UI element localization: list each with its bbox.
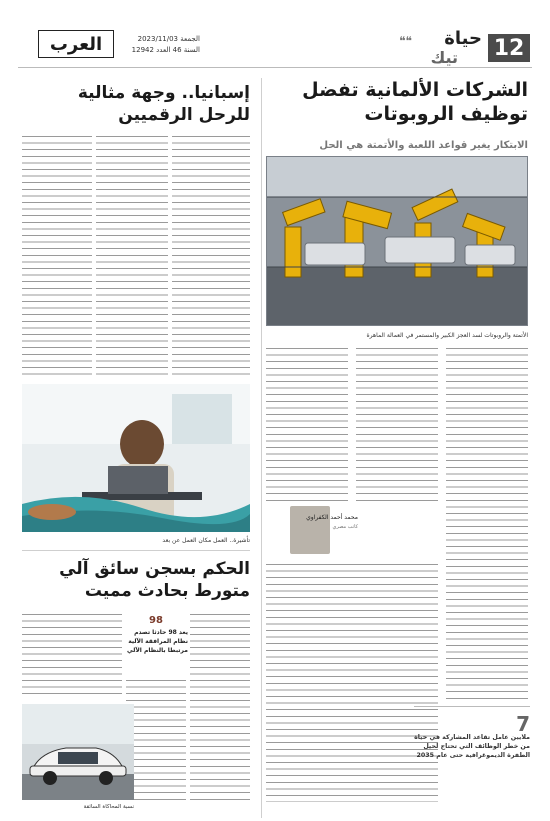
- issue-date: الجمعة 2023/11/03: [137, 35, 200, 43]
- author-name: محمد أحمد الكفراوي: [306, 514, 358, 521]
- newspaper-logo: العرب: [38, 30, 114, 58]
- chat-bubble-icon: ❝❝: [399, 34, 412, 48]
- robots-photo-caption: الأتمتة والروبوتات لسد العجز الكبير والمستمر في العمالة الماهرة: [366, 332, 528, 339]
- header-divider: [18, 67, 532, 68]
- robots-subheadline: الابتكار يغير قواعد اللعبة والأتمتة هي الحل: [319, 140, 528, 151]
- spain-body-column: [22, 134, 92, 378]
- issue-number: السنة 46 العدد 12942: [131, 46, 200, 54]
- car-photo-caption: نسبة المحاكاة السائقة: [83, 804, 134, 810]
- issue-info: [120, 34, 200, 56]
- section-divider: [22, 550, 250, 551]
- page-number: 12: [488, 34, 530, 62]
- column-divider: [261, 78, 262, 818]
- robots-body-column: [446, 346, 528, 702]
- robots-body-column: [356, 346, 438, 506]
- spain-body-column: [96, 134, 168, 378]
- sentence-body-column: [190, 612, 250, 802]
- remote-worker-photo: [22, 384, 250, 532]
- sentence-body-column: [22, 612, 122, 700]
- spain-body-column: [172, 134, 250, 378]
- sentence-headline: الحكم بسجن سائق آلي متورط بحادث مميت: [59, 559, 250, 601]
- pull-quote-text: ملايين عامل تقاعد المشاركة في حياة من خطر الوظائف التي تحتاج لحيل الطفرة الديموغرافية حتى عام 2035: [414, 734, 530, 759]
- robots-headline: الشركات الألمانية تفضل توظيف الروبوتات: [302, 79, 528, 125]
- factory-robots-photo: [266, 156, 528, 326]
- author-role: كاتب مصري: [332, 524, 358, 530]
- pull-quote-divider: [414, 706, 530, 707]
- pull-quote-number: 7: [516, 712, 530, 736]
- pull-quote-text: يعد 98 حادثا تصدم نظام المرافقة الآلية مرتبطا بالنظام الآلي: [127, 629, 188, 654]
- spain-headline: إسبانيا.. وجهة مثالية للرحل الرقميين: [77, 83, 250, 125]
- robots-body-column: [266, 562, 438, 802]
- pull-quote-number: 98: [149, 615, 163, 626]
- section-title: حياة: [444, 28, 482, 49]
- self-driving-car-photo: [22, 704, 134, 800]
- section-subtitle: تيك: [430, 48, 458, 67]
- spain-photo-caption: تأشيرة.. العمل مكان العمل عن بعد: [162, 537, 250, 544]
- robots-body-column: [266, 346, 348, 502]
